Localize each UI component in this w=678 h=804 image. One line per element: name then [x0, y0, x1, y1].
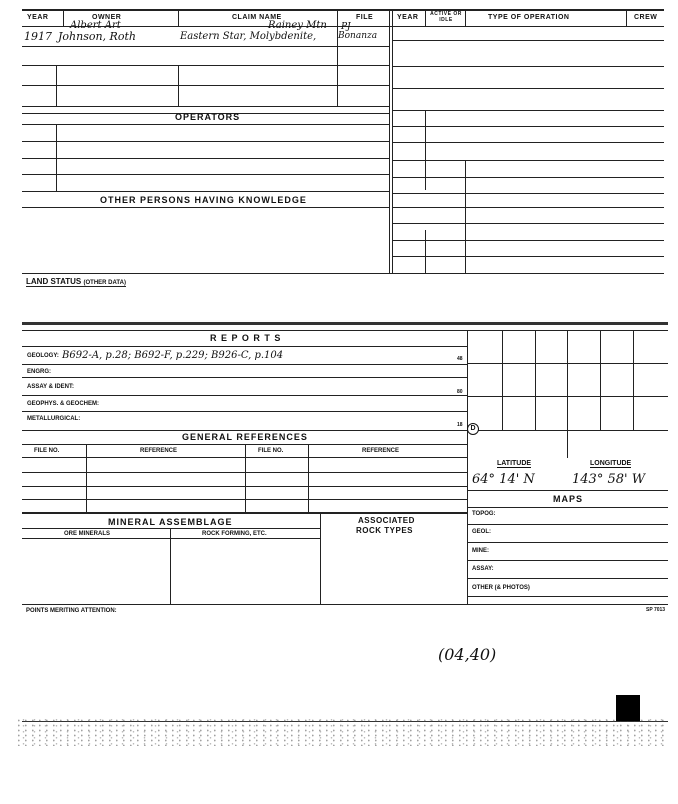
- header-crew: CREW: [634, 14, 658, 21]
- margin-80: 80: [457, 389, 463, 395]
- row-line: [22, 430, 468, 431]
- row-line: [22, 124, 389, 125]
- margin-18: 18: [457, 422, 463, 428]
- col-sep: [626, 9, 627, 26]
- associated-label: ASSOCIATED: [358, 516, 415, 525]
- col-reference: REFERENCE: [140, 448, 178, 454]
- row-line: [467, 560, 668, 561]
- row-line: [22, 411, 468, 412]
- col-sep: [337, 9, 338, 26]
- center-divider: [392, 9, 393, 273]
- grid-line: [502, 330, 503, 430]
- top-border: [22, 9, 664, 11]
- general-references-title: GENERAL REFERENCES: [182, 432, 308, 442]
- file-handwritten-1: PJ: [341, 22, 351, 32]
- operators-label: OPERATORS: [175, 112, 241, 122]
- maps-assay-label: ASSAY:: [472, 566, 494, 572]
- ore-minerals-label: ORE MINERALS: [64, 531, 111, 537]
- col-reference-2: REFERENCE: [362, 448, 400, 454]
- mineral-assemblage-title: MINERAL ASSEMBLAGE: [108, 517, 233, 527]
- row-line: [467, 524, 668, 525]
- col-sep: [425, 9, 426, 26]
- col-sep: [178, 65, 179, 106]
- row-line: [392, 160, 664, 161]
- latitude-label: LATITUDE: [497, 460, 532, 467]
- col-sep: [465, 9, 466, 26]
- grid-line: [600, 330, 601, 430]
- row-line: [22, 106, 389, 107]
- row-line: [392, 177, 664, 178]
- header-file: FILE: [356, 14, 374, 21]
- grid-line: [467, 396, 668, 397]
- col-sep: [86, 444, 87, 512]
- geology-value: B692-A, p.28; B692-F, p.229; B926-C, p.104: [62, 350, 284, 361]
- row-line: [22, 141, 389, 142]
- row-line: [22, 191, 389, 192]
- lower-bottom-border: [22, 604, 668, 605]
- metallurgical-label: METALLURGICAL:: [27, 416, 81, 422]
- row-line: [467, 507, 668, 508]
- header-year: YEAR: [27, 14, 49, 21]
- owner-handwritten-1: Albert Art: [70, 20, 121, 31]
- scan-noise: [18, 718, 668, 746]
- row-line: [467, 490, 668, 491]
- lower-top-border: [22, 322, 668, 325]
- grid-line: [567, 330, 568, 458]
- header-owner: OWNER: [92, 14, 122, 21]
- maps-title: MAPS: [553, 494, 584, 504]
- row-line: [22, 377, 468, 378]
- col-sep: [170, 528, 171, 604]
- handwritten-note: (04,40): [438, 645, 497, 664]
- land-status-heading: [26, 277, 126, 287]
- margin-48: 48: [457, 356, 463, 362]
- col-sep: [320, 512, 321, 604]
- col-sep: [245, 444, 246, 512]
- row-line: [22, 364, 468, 365]
- reports-title: R E P O R T S: [210, 333, 282, 343]
- maps-mine-label: MINE:: [472, 548, 489, 554]
- rock-forming-label: ROCK FORMING, ETC.: [202, 531, 267, 537]
- row-line: [22, 528, 320, 529]
- header-year-2: YEAR: [397, 14, 419, 21]
- row-line: [22, 330, 668, 331]
- top-table-bottom: [22, 273, 664, 274]
- grid-line: [535, 330, 536, 430]
- header-claim-name: CLAIM NAME: [232, 14, 282, 21]
- row-line: [22, 395, 468, 396]
- row-line: [392, 66, 664, 67]
- black-registration-mark: [616, 695, 640, 721]
- points-meriting-label: POINTS MERITING ATTENTION:: [26, 608, 117, 614]
- row-line: [392, 193, 664, 194]
- row-line: [392, 142, 664, 143]
- grid-line: [467, 363, 668, 364]
- row-line: [22, 158, 389, 159]
- row-line: [392, 126, 664, 127]
- col-sep: [425, 230, 426, 273]
- assay-ident-label: ASSAY & IDENT:: [27, 384, 75, 390]
- claim-handwritten-1: Rainey Mtn: [268, 20, 327, 31]
- row-line: [392, 88, 664, 89]
- row-line: [22, 346, 468, 347]
- grid-line: [633, 330, 634, 430]
- land-status-sub: (OTHER DATA): [83, 280, 126, 286]
- longitude-value: 143° 58' W: [572, 472, 646, 487]
- claim-handwritten-2: Eastern Star, Molybdenite,: [180, 31, 317, 42]
- row-line: [392, 223, 664, 224]
- row-line: [392, 240, 664, 241]
- longitude-label: LONGITUDE: [590, 460, 632, 467]
- col-sep: [425, 110, 426, 190]
- row-line: [22, 85, 389, 86]
- header-type-of-operation: TYPE OF OPERATION: [488, 14, 570, 21]
- row-line: [392, 256, 664, 257]
- row-line: [22, 512, 468, 514]
- geophys-label: GEOPHYS. & GEOCHEM:: [27, 401, 100, 407]
- geology-label: GEOLOGY:: [27, 353, 59, 359]
- header-active-idle: ACTIVE OR IDLE: [430, 11, 462, 23]
- land-status-label: LAND STATUS: [26, 277, 82, 286]
- grid-line: [467, 430, 668, 431]
- other-persons-label: OTHER PERSONS HAVING KNOWLEDGE: [100, 195, 307, 205]
- col-sep: [178, 9, 179, 26]
- row-line: [467, 542, 668, 543]
- center-divider: [389, 9, 390, 273]
- row-line: [22, 538, 320, 539]
- row-line: [22, 46, 389, 47]
- row-line: [467, 578, 668, 579]
- col-file-no-2: FILE NO.: [258, 448, 284, 454]
- row-line: [392, 207, 664, 208]
- row-line: [22, 207, 389, 208]
- file-handwritten-2: Bonanza: [338, 31, 378, 41]
- col-sep: [63, 9, 64, 26]
- col-sep: [308, 444, 309, 512]
- right-column-divider: [467, 330, 468, 604]
- maps-other-label: OTHER (& PHOTOS): [472, 585, 530, 591]
- location-circle-mark: D: [467, 423, 479, 435]
- col-sep: [56, 124, 57, 191]
- year-handwritten: 1917: [24, 30, 52, 43]
- col-sep: [56, 65, 57, 106]
- rock-types-label: ROCK TYPES: [356, 526, 414, 535]
- row-line: [392, 110, 664, 111]
- form-number: SP 7013: [646, 607, 666, 613]
- row-line: [22, 65, 389, 66]
- row-line: [22, 174, 389, 175]
- engrg-label: ENGRG:: [27, 369, 51, 375]
- row-line: [392, 40, 664, 41]
- maps-topog-label: TOPOG:: [472, 511, 496, 517]
- col-sep: [465, 160, 466, 273]
- owner-handwritten-2: Johnson, Roth: [58, 30, 136, 43]
- maps-geol-label: GEOL:: [472, 529, 491, 535]
- row-line: [467, 596, 668, 597]
- latitude-value: 64° 14' N: [472, 472, 535, 487]
- col-file-no: FILE NO.: [34, 448, 60, 454]
